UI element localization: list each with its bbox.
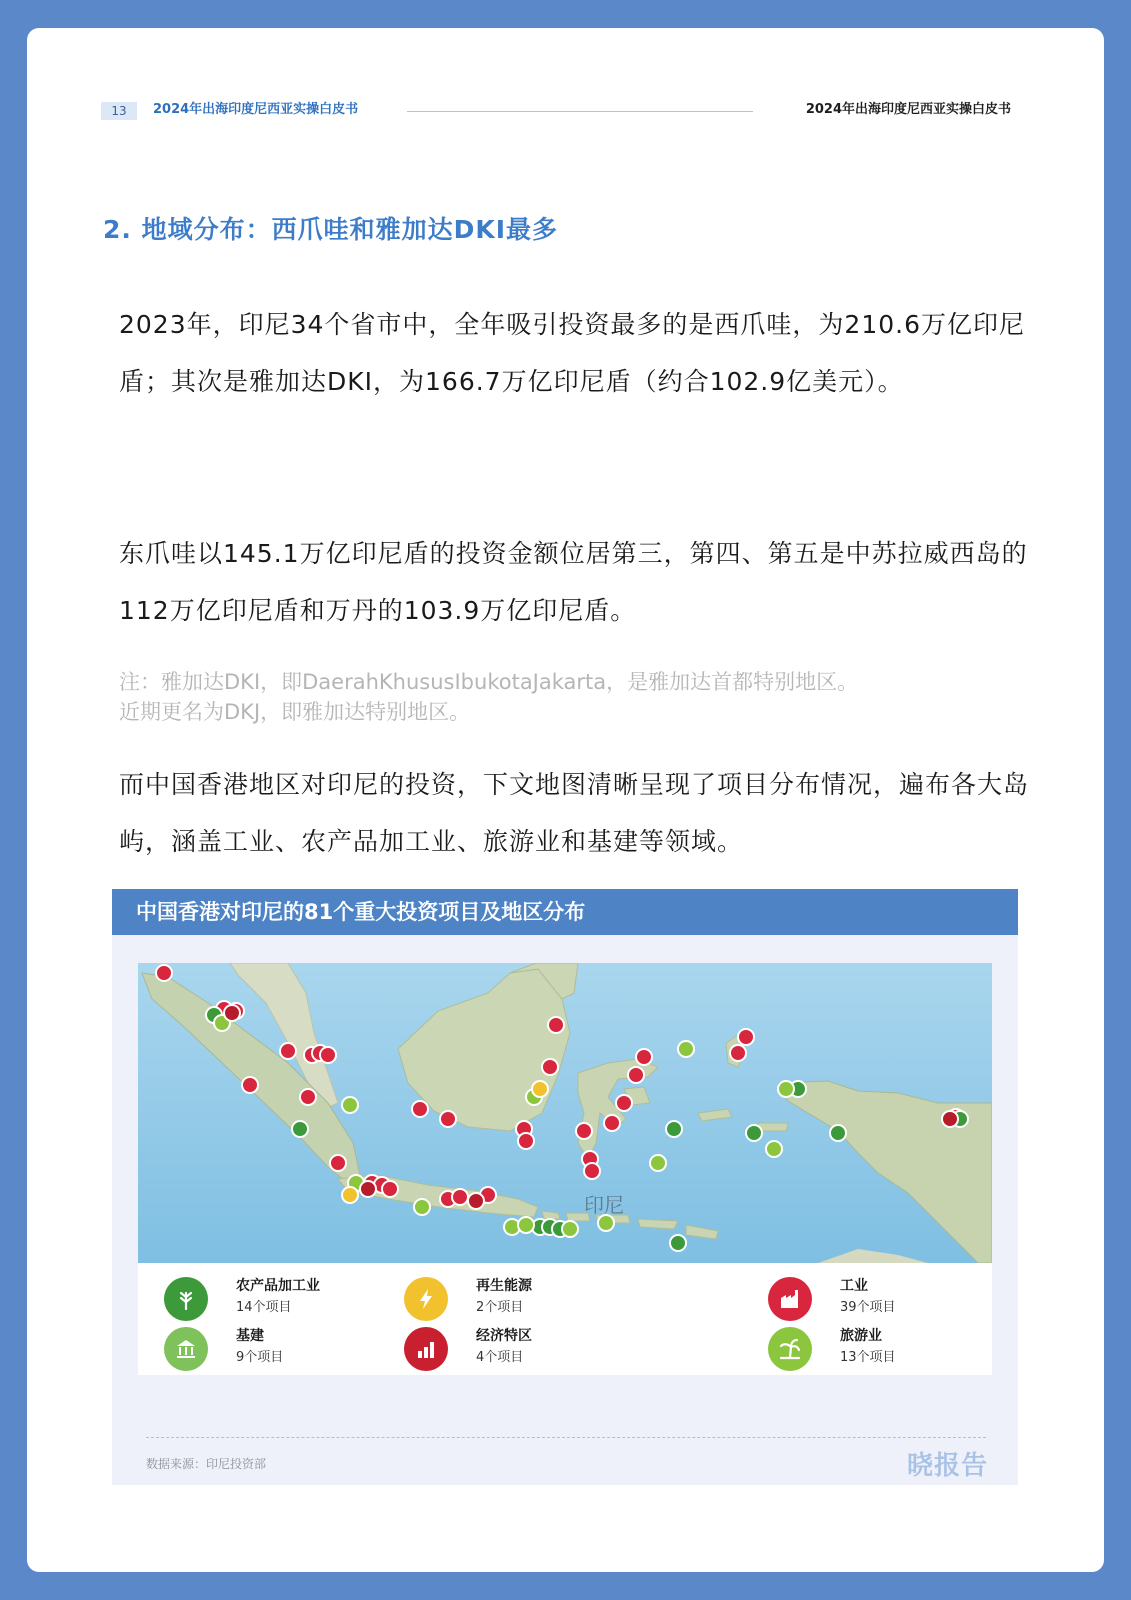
legend-count: 9个项目 [236,1350,284,1365]
map-pin-industry [440,1111,456,1127]
legend-count: 2个项目 [476,1300,524,1315]
map-pin-industry [452,1189,468,1205]
factory-icon [768,1277,812,1321]
map-pin-industry [576,1123,592,1139]
legend-count: 13个项目 [840,1350,896,1365]
map-pin-agro [746,1125,762,1141]
figure-divider [146,1437,986,1438]
lightning-icon [404,1277,448,1321]
map-legend [138,1263,992,1375]
figure-title-bar [112,889,1018,935]
header-left-title: 2024年出海印度尼西亚实操白皮书 [153,102,359,117]
legend-name: 再生能源 [476,1278,532,1294]
legend-name: 农产品加工业 [236,1278,320,1294]
map-pin-agro [666,1121,682,1137]
palm-tree-icon [768,1327,812,1371]
map-pin-economic-zone [224,1005,240,1021]
map-pin-agro [830,1125,846,1141]
note [119,667,1039,727]
economic-zone-icon [404,1327,448,1371]
figure-title: 中国香港对印尼的81个重大投资项目及地区分布 [136,900,586,924]
legend-item-economic-zone [404,1325,644,1371]
section-title: 2. 地域分布：西爪哇和雅加达DKI最多 [103,215,559,244]
map-pin-industry [242,1077,258,1093]
map-svg [138,963,992,1263]
map-pin-tourism [562,1221,578,1237]
map-label: 印尼 [584,1193,624,1217]
map-pin-industry [636,1049,652,1065]
legend-item-agro [164,1275,404,1321]
legend-name: 旅游业 [840,1328,882,1344]
legend-count: 39个项目 [840,1300,896,1315]
header-divider [407,111,753,112]
brand-logo: 晓报告 [906,1451,988,1481]
map-pin-energy [342,1187,358,1203]
data-source: 数据来源：印尼投资部 [146,1457,267,1471]
map-pin-tourism [778,1081,794,1097]
map-pin-tourism [766,1141,782,1157]
map-pin-economic-zone [468,1193,484,1209]
map-pin-industry [320,1047,336,1063]
map-pin-industry [616,1095,632,1111]
indonesia-map [138,963,992,1263]
legend-count: 4个项目 [476,1350,524,1365]
paragraph-3: 而中国香港地区对印尼的投资，下文地图清晰呈现了项目分布情况，遍布各大岛屿，涵盖工业、农产品加工业、旅游业和基建等领域。 [119,770,1030,856]
map-pin-tourism [342,1097,358,1113]
map-pin-energy [532,1081,548,1097]
map-pin-tourism [678,1041,694,1057]
figure-panel [112,889,1018,1485]
map-pin-industry [604,1115,620,1131]
map-pin-industry [412,1101,428,1117]
legend-item-industry [768,1275,1008,1321]
map-pin-industry [584,1163,600,1179]
note-line-1: 注：雅加达DKI，即DaerahKhususIbukotaJakarta，是雅加达首都特别地区。 [119,670,859,694]
map-pin-tourism [414,1199,430,1215]
note-line-2: 近期更名为DKJ，即雅加达特别地区。 [119,700,471,724]
legend-item-renewable [404,1275,644,1321]
page-number: 13 [101,102,137,120]
legend-count: 14个项目 [236,1300,292,1315]
map-pin-industry [518,1133,534,1149]
map-pin-tourism [518,1217,534,1233]
map-pin-industry [730,1045,746,1061]
paragraph-1: 2023年，印尼34个省市中，全年吸引投资最多的是西爪哇，为210.6万亿印尼盾；其次是雅加达DKI，为166.7万亿印尼盾（约合102.9亿美元）。 [119,310,1026,396]
header-right-title: 2024年出海印度尼西亚实操白皮书 [805,102,1011,117]
legend-name: 工业 [840,1278,868,1294]
map-pin-industry [548,1017,564,1033]
map-pin-industry [542,1059,558,1075]
map-pin-industry [156,965,172,981]
map-pin-industry [628,1067,644,1083]
map-pin-tourism [650,1155,666,1171]
map-pin-agro [670,1235,686,1251]
map-pin-agro [292,1121,308,1137]
map-pin-economic-zone [360,1181,376,1197]
legend-name: 经济特区 [476,1328,532,1344]
page [27,28,1104,1572]
map-pin-industry [330,1155,346,1171]
building-icon [164,1327,208,1371]
map-pin-industry [738,1029,754,1045]
legend-item-infrastructure [164,1325,404,1371]
legend-item-tourism [768,1325,1008,1371]
map-pin-economic-zone [942,1111,958,1127]
map-pin-industry [382,1181,398,1197]
map-pin-industry [300,1089,316,1105]
map-pin-industry [280,1043,296,1059]
legend-name: 基建 [236,1328,264,1344]
wheat-icon [164,1277,208,1321]
paragraph-2: 东爪哇以145.1万亿印尼盾的投资金额位居第三，第四、第五是中苏拉威西岛的112万亿印尼盾和万丹的103.9万亿印尼盾。 [119,539,1028,625]
